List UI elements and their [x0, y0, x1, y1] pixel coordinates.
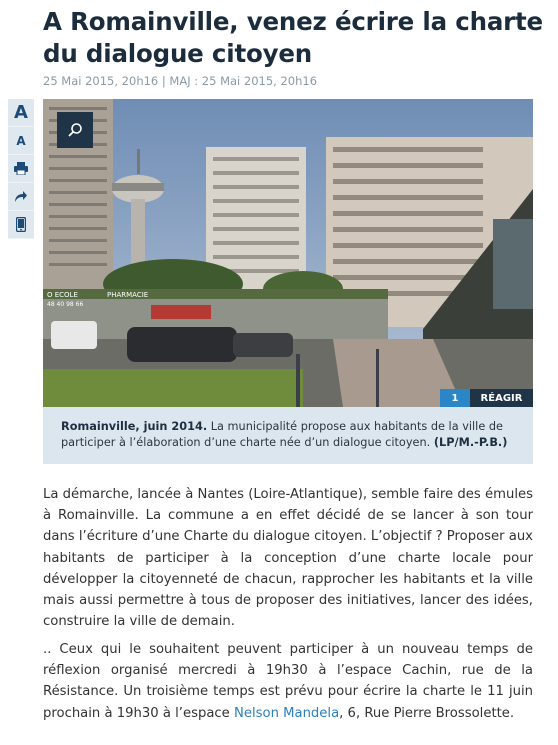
photo-sign-text-1: O ECOLE [47, 291, 78, 299]
mobile-button[interactable] [8, 211, 34, 239]
article-title: A Romainville, venez écrire la charte du dialogue citoyen [43, 7, 543, 68]
mobile-icon [16, 217, 26, 232]
share-button[interactable] [8, 183, 34, 211]
zoom-button[interactable] [57, 112, 93, 148]
search-icon [67, 122, 83, 138]
comment-count-badge[interactable]: 1 [440, 389, 470, 407]
caption-credit: (LP/M.-P.B.) [433, 436, 508, 449]
photo-caption [43, 407, 533, 464]
print-icon [14, 162, 28, 175]
article-paragraph-2 [43, 639, 533, 724]
photo-sign-text-3: 48 40 98 66 [47, 301, 84, 308]
paragraph-2-text: .. Ceux qui le souhaitent peuvent participer à un nouveau temps de réflexion organisé mercredi à 19h30 à l’espace Cachin, rue de la Résistance. Un troisième temps est prévu pour écrire la charte le 11 juin prochain à 19h30 à l’espace [43, 642, 533, 721]
nelson-mandela-link[interactable]: Nelson Mandela [233, 705, 340, 721]
article-toolbar [8, 99, 34, 239]
caption-place: Romainville, juin 2014. [61, 420, 208, 433]
photo-sign-text-2: PHARMACIE [107, 291, 149, 299]
photo-illustration [43, 99, 533, 407]
article-photo[interactable] [43, 99, 533, 407]
caption-text: La municipalité propose aux habitants de la ville de participer à l’élaboration d’une charte née d’un dialogue citoyen. [61, 420, 503, 449]
increase-text-size-button[interactable]: A [8, 99, 34, 127]
react-button[interactable]: RÉAGIR [470, 389, 533, 407]
share-icon [14, 190, 28, 203]
paragraph-2-end: , 6, Rue Pierre Brossolette. [339, 705, 515, 721]
print-button[interactable] [8, 155, 34, 183]
decrease-text-size-button[interactable]: A [8, 127, 34, 155]
article-date: 25 Mai 2015, 20h16 | MAJ : 25 Mai 2015, 20h16 [43, 74, 318, 88]
article-paragraph-1: La démarche, lancée à Nantes (Loire-Atlantique), semble faire des émules à Romainville. La commune a en effet décidé de se lancer à son tour dans l’écriture d’une Charte du dialogue citoyen. L’objectif ? Proposer aux habitants de participer à la conception d’une charte locale pour développer la citoyenneté de chacun, rapprocher les habitants et la ville mais aussi permettre à tous de proposer des initiatives, lancer des idées, construire la ville de demain. [43, 487, 533, 630]
